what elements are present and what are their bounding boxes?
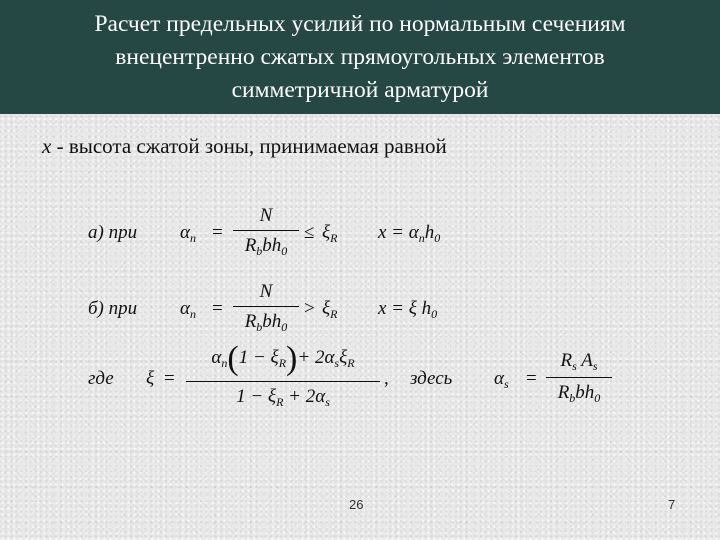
title-bar (0, 0, 720, 114)
xi-denominator: $1 - \xi_R + 2\alpha_s$ (236, 386, 330, 409)
slide-number: 7 (668, 497, 676, 512)
alpha-s-numerator: $R_s$ $A_s$ (560, 350, 598, 373)
case-b-relation: > (304, 298, 315, 319)
case-a-numerator: N (259, 205, 273, 226)
title-line-2: внецентренно сжатых прямоугольных элементов (115, 43, 605, 70)
alpha-s-fraction (546, 350, 612, 406)
intro-variable: x (42, 134, 52, 158)
intro-text (42, 134, 447, 159)
alpha-s-fraction-bar (546, 377, 612, 378)
case-a-label: а) при (88, 222, 138, 243)
where-xi: ξ (146, 368, 155, 389)
case-b-result: x = ξ $h_0$ (378, 298, 438, 321)
case-b-fraction-bar (233, 306, 299, 307)
case-b-numerator: N (259, 281, 273, 302)
alpha-s-equals: = (526, 368, 537, 389)
xi-numerator: $\alpha_n(1 - \xi_R)+ 2\alpha_s\xi_R$ (211, 340, 355, 377)
case-a-result: $x = \alpha_nh_0$ (378, 222, 441, 245)
case-a-denominator: $R_bbh_0$ (244, 235, 288, 258)
case-b-alpha: $\alpha_n$ (180, 298, 196, 321)
xi-fraction (186, 340, 380, 410)
case-a-relation: ≤ (304, 222, 315, 243)
case-b-denominator: $R_bbh_0$ (244, 311, 288, 334)
slide-title (15, 8, 705, 107)
where-comma: , (384, 368, 389, 389)
case-a-xi-r: $\xi_R$ (322, 222, 338, 245)
case-b-fraction (233, 281, 299, 335)
page-number-center: 26 (349, 497, 364, 512)
here-label: здесь (410, 368, 453, 389)
case-b-label: б) при (88, 298, 138, 319)
title-line-1: Расчет предельных усилий по нормальным сечениям (94, 10, 626, 37)
alpha-s: $\alpha_s$ (494, 368, 509, 391)
case-a-fraction-bar (233, 230, 299, 231)
title-line-3: симметричной арматурой (231, 76, 489, 103)
where-equals: = (164, 368, 175, 389)
where-label: где (88, 368, 114, 389)
case-b-xi-r: $\xi_R$ (322, 298, 338, 321)
case-a-fraction (233, 205, 299, 259)
xi-fraction-bar (186, 381, 380, 382)
case-b-equals: = (212, 298, 223, 319)
case-a-equals: = (212, 222, 223, 243)
case-a-alpha: $\alpha_n$ (180, 222, 196, 245)
alpha-s-denominator: $R_bbh_0$ (557, 382, 601, 405)
intro-description: - высота сжатой зоны, принимаемая равной (51, 134, 447, 158)
